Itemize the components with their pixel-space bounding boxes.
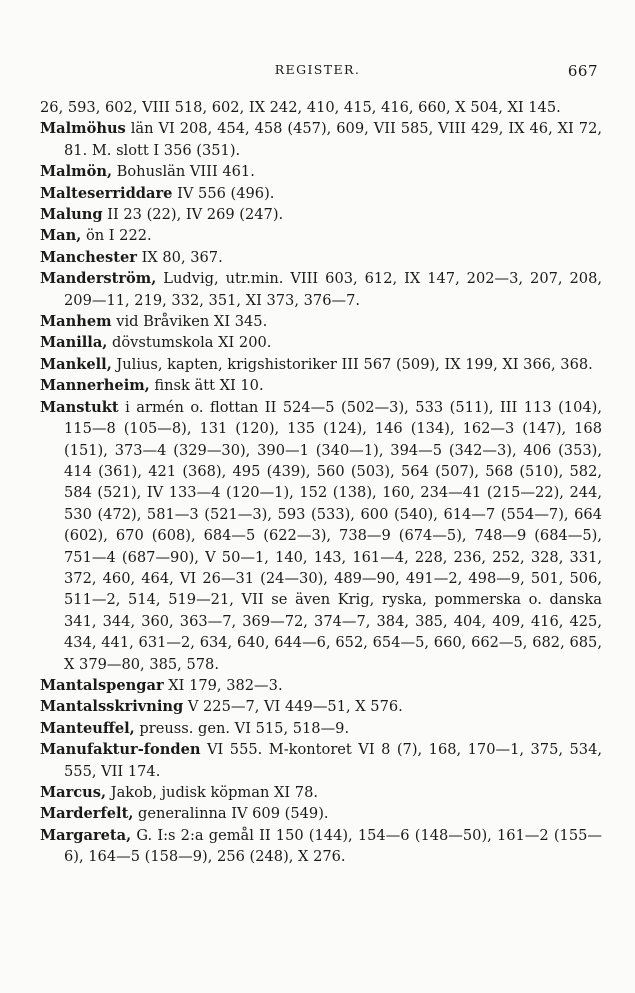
entry-headword: Malung [40,206,103,224]
entry-headword: Marderfelt, [40,805,134,823]
running-head [0,62,635,84]
index-entry [40,375,602,396]
entry-references: XI 179, 382—3. [163,676,283,694]
entry-headword: Malmön, [40,163,113,181]
index-entry [40,397,602,675]
entry-references: Ludvig, utr.min. VIII 603, 612, IX 147, 202—3, 207, 208, 209—11, 219, 332, 351, XI 373, 376—7. [64,270,602,309]
index-entry [40,97,602,118]
entry-headword: Mantalsskrivning [40,698,184,716]
entry-headword: Mantalspengar [40,676,164,694]
index-entry [40,825,602,868]
index-entry [40,183,602,204]
page-number: 667 [567,62,598,80]
entry-references: Jakob, judisk köpman XI 78. [106,784,318,801]
index-entry [40,332,602,353]
entry-headword: Manchester [40,248,137,266]
entry-headword: Malteserriddare [40,184,173,202]
entry-references: VI 555. M-kontoret VI 8 (7), 168, 170—1, 375, 534, 555, VII 174. [64,741,602,780]
index-entry [40,354,602,375]
index-entry [40,675,602,696]
index-entry [40,268,602,311]
entry-headword: Mannerheim, [40,377,150,395]
entry-references: vid Bråviken XI 345. [111,313,268,331]
entry-references: 26, 593, 602, VIII 518, 602, IX 242, 410, 415, 416, 660, X 504, XI 145. [40,99,561,116]
entry-references: ön I 222. [81,227,152,245]
entry-references: i armén o. flottan II 524—5 (502—3), 533 (511), III 113 (104), 115—8 (105—8), 131 (120), 135 (124), 146 (134), 162—3 (147), 168 (151), 373—4 (329—30), 390—1 (340—1), 394—5 (342—3), 406 (353), 414 (361), 421 (368), 495 (439), 560 (503), 564 (507), 568 (510), 582, 584 (521), IV 133—4 (120—1), 152 (138), 160, 234—41 (215—22), 244, 530 (472), 581—3 (521—3), 593 (533), 600 (540), 614—7 (554—7), 664 (602), 670 (608), 684—5 (622—3), 738—9 (674—5), 748—9 (684—5), 751—4 (687—90), V 50—1, 140, 143, 161—4, 228, 236, 252, 328, 331, 372, 460, 464, VI 26—31 (24—30), 489—90, 491—2, 498—9, 501, 506, 511—2, 514, 519—21, VII se även Krig, ryska, pommerska o. danska 341, 344, 360, 363—7, 369—72, 374—7, 384, 385, 404, 409, 416, 425, 434, 441, 631—2, 634, 640, 644—6, 652, 654—5, 660, 662—5, 682, 685, X 379—80, 385, 578. [64,398,602,673]
entry-references: generalinna IV 609 (549). [133,805,329,823]
entry-headword: Manilla, [40,334,108,352]
entry-references: Julius, kapten, krigshistoriker III 567 (509), IX 199, XI 366, 368. [111,355,593,373]
entry-headword: Manteuffel, [40,719,135,737]
entry-references: G. I:s 2:a gemål II 150 (144), 154—6 (148—50), 161—2 (155—6), 164—5 (158—9), 256 (248), X 276. [64,826,602,866]
entry-references: II 23 (22), IV 269 (247). [102,206,284,224]
entry-headword: Margareta, [40,826,132,844]
index-entry [40,803,602,824]
entry-headword: Man, [40,227,82,245]
entry-headword: Manhem [40,313,112,331]
entry-references: IV 556 (496). [172,184,275,202]
index-entry [40,739,602,782]
entry-references: län VI 208, 454, 458 (457), 609, VII 585, VIII 429, IX 46, XI 72, 81. M. slott I 356 (351). [64,120,602,159]
entry-references: V 225—7, VI 449—51, X 576. [183,698,403,716]
index-entry [40,718,602,739]
index-entry [40,161,602,182]
entry-references: preuss. gen. VI 515, 518—9. [134,719,350,737]
index-entries [40,97,602,868]
index-entry [40,782,602,803]
entry-references: finsk ätt XI 10. [149,377,264,395]
entry-headword: Malmöhus [40,120,126,138]
entry-headword: Manderström, [40,270,157,288]
entry-references: dövstumskola XI 200. [107,334,272,352]
index-entry [40,204,602,225]
entry-references: IX 80, 367. [136,248,223,266]
entry-headword: Manstukt [40,398,119,416]
index-entry [40,247,602,268]
index-entry [40,696,602,717]
entry-headword: Marcus, [40,784,107,801]
entry-references: Bohuslän VIII 461. [112,163,255,181]
index-entry [40,225,602,246]
index-entry [40,311,602,332]
entry-headword: Mankell, [40,355,112,373]
index-entry [40,118,602,161]
entry-headword: Manufaktur-fonden [40,741,201,759]
running-head-title: REGISTER. [274,62,361,77]
